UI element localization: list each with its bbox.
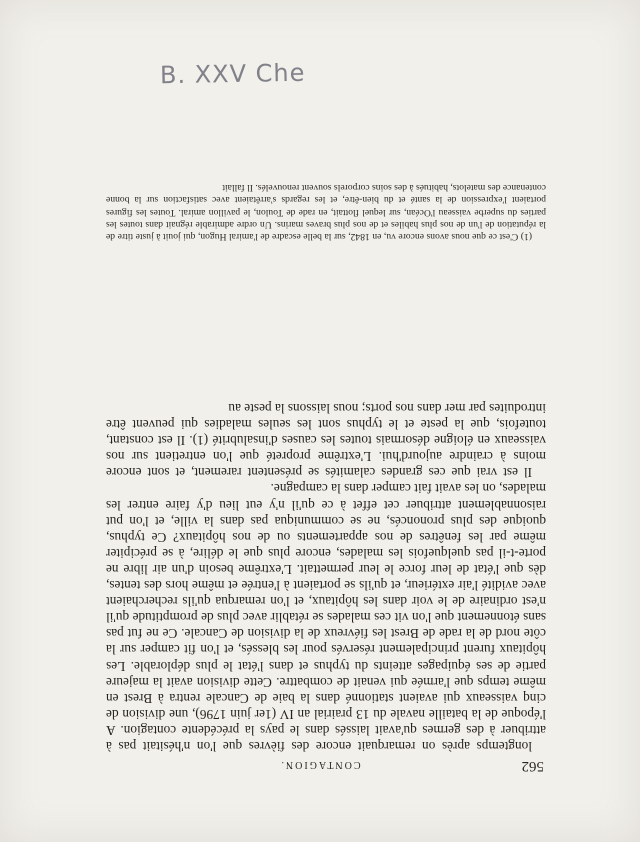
handwritten-shelfmark — [160, 59, 306, 90]
footnote — [106, 181, 546, 242]
paragraph-1: longtemps après on remarquait encore des fièvres que l'on n'hésitait pas à attribuer à des germes qu'avait laissés dans le pays la précédente contagion. A l'époque de la bataille navale du 13 prairial an IV (1er juin 1796), une division de cinq vaisseaux qui avaient stationné dans la baie de Cancale rentra à Brest en même temps que l'armée qui venait de combattre. Cette division avait la majeure partie de ses équipages atteints du typhus et dans l'état le plus déplorable. Les hôpitaux furent principalement réservés pour les blessés, et l'on fit camper sur la côte nord de la rade de Brest les fiévreux de la division de Cancale. Ce ne fut pas sans étonnement que l'on vit ces malades se rétablir avec plus de promptitude qu'il n'est ordinaire de le voir dans les hôpitaux, et l'on remarqua qu'ils recherchaient avec avidité l'air extérieur, et qu'ils se portaient à l'entrée et même hors des tentes, dès que l'état de leur force le leur permettait. L'extrême besoin d'un air libre ne porte-t-il pas quelquefois les malades, encore plus que le délire, à se précipiter même par les fenêtres de nos appartements ou de nos hôpitaux? Ce typhus, quoique des plus prononcés, ne se communiqua pas dans la ville, et l'on put raisonnablement attribuer cet effet à ce qu'il n'y eut lieu d'y faire entrer les malades, on les avait fait camper dans la campagne. — [106, 481, 546, 754]
page-number: 562 — [521, 758, 544, 774]
footnote-text: (1) C'est ce que nous avons encore vu, en 1842, sur la belle escadre de l'amiral Hugon, qui jouit à juste titre de la réputation de l'un de nos plus habiles et de nos plus braves marins. Un ordre admirable régnait dans toutes les parties du superbe vaisseau l'Océan, sur lequel flottait, en rade de Toulon, le pavillon amiral. Toutes les figures portaient l'expression de la santé et du bien-être, et les regards s'arrêtaient avec satisfaction sur la bonne contenance des matelots, habitués à des soins corporels souvent renouvelés. Il fallait — [106, 182, 546, 242]
running-head-title: CONTAGION. — [279, 759, 361, 770]
running-head — [96, 756, 544, 774]
paragraph-2: Il est vrai que ces grandes calamités se présentent rarement, et sont encore moins à craindre aujourd'hui. L'extrême propreté que l'on entretient sur nos vaisseaux en éloigne désormais toutes les causes d'insalubrité (1). Il est constant, toutefois, que la peste et le typhus sont les seules maladies qui peuvent être introduites par mer dans nos ports; nous laissons la peste au — [106, 401, 546, 481]
main-text — [106, 400, 546, 754]
shelfmark-text: B. XXV Che — [159, 58, 306, 90]
